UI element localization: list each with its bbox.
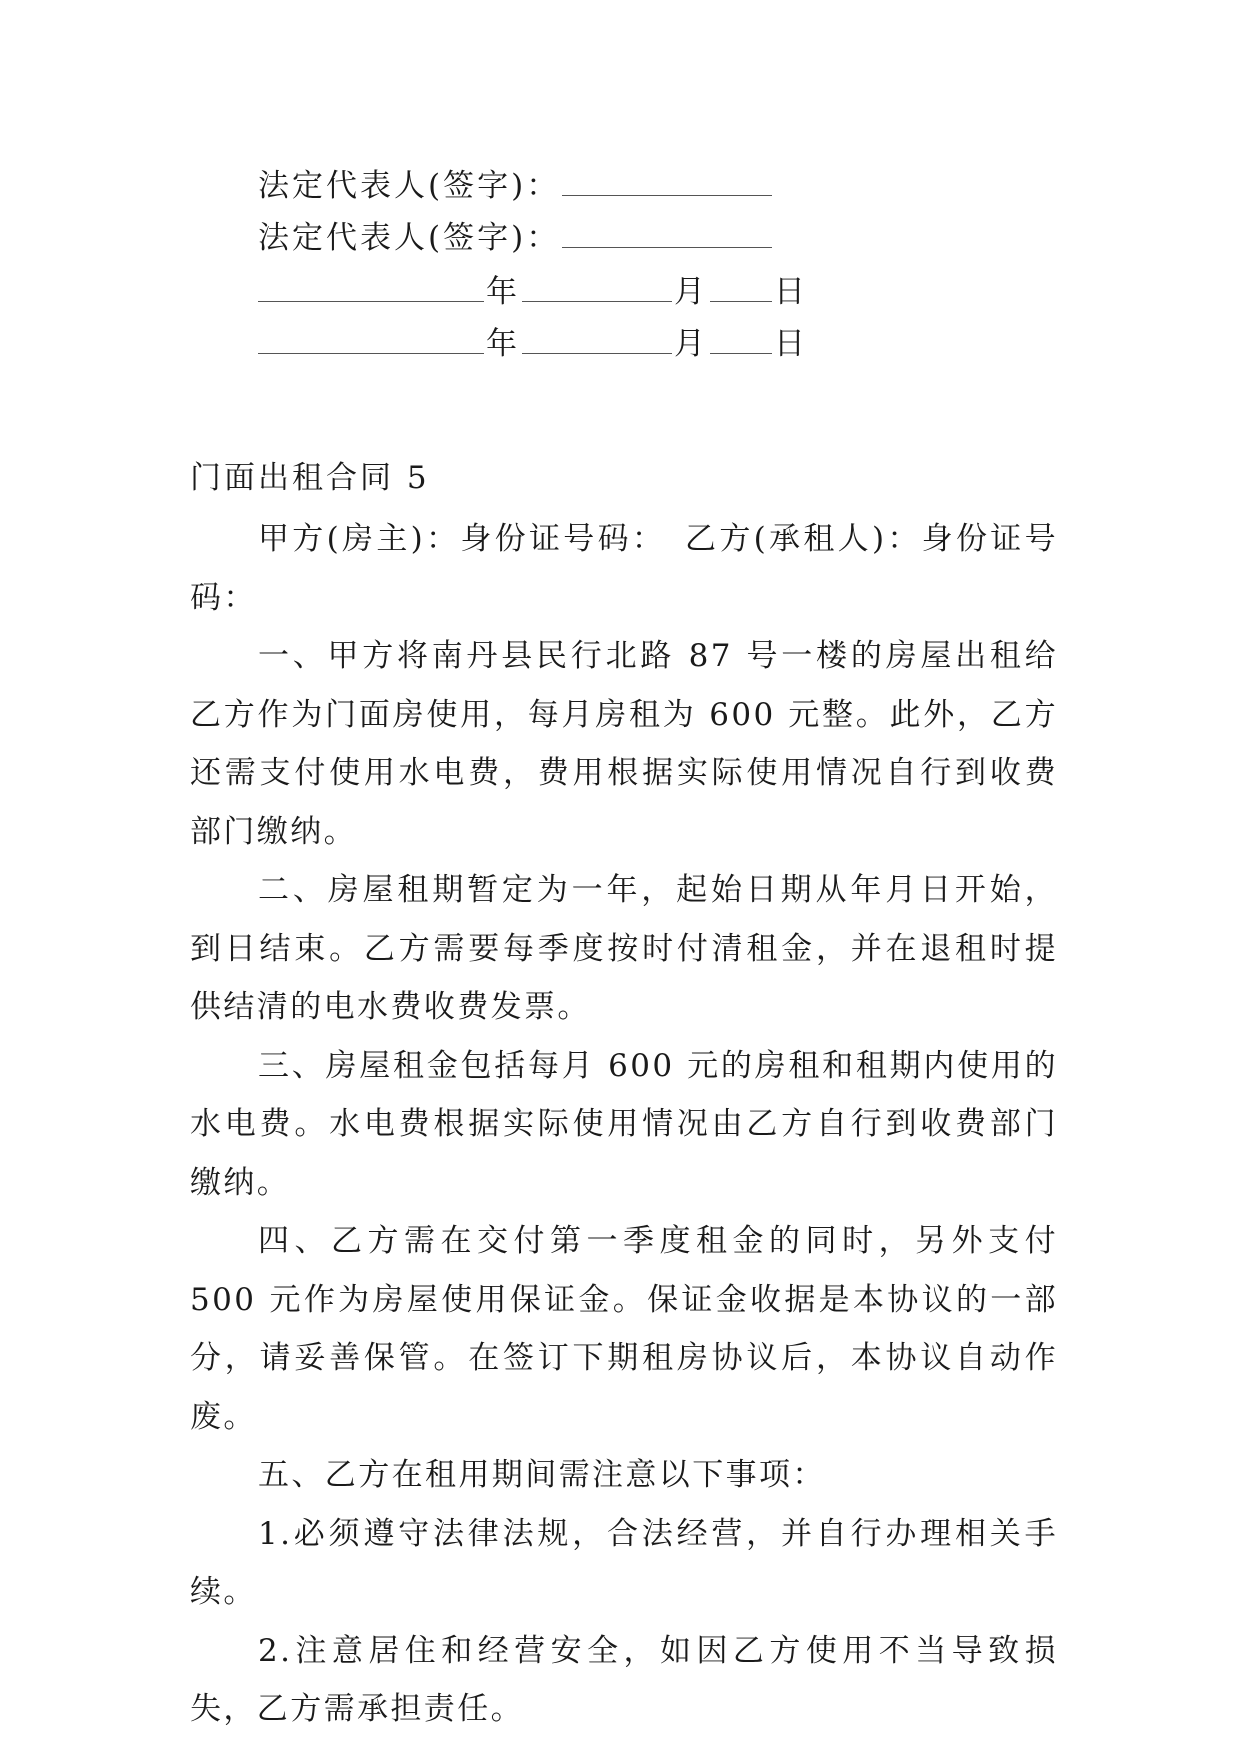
month-label: 月	[674, 274, 708, 310]
year-label: 年	[486, 326, 520, 362]
list-item: 2.注意居住和经营安全，如因乙方使用不当导致损失，乙方需承担责任。	[190, 1632, 1058, 1727]
day-label: 日	[774, 274, 808, 310]
clause-paragraph: 五、乙方在租用期间需注意以下事项：	[258, 1457, 826, 1493]
contract-title: 门面出租合同 5	[190, 460, 430, 496]
day-blank	[710, 275, 772, 302]
day-label: 日	[774, 326, 808, 362]
representative-signature-label: 法定代表人(签字)：	[258, 220, 561, 256]
clause-paragraph: 一、甲方将南丹县民行北路 87 号一楼的房屋出租给乙方作为门面房使用，每月房租为 600 元整。此外，乙方还需支付使用水电费，费用根据实际使用情况自行到收费部门缴纳。	[190, 638, 1058, 850]
month-label: 月	[674, 326, 708, 362]
signature-line-2	[258, 218, 774, 258]
year-blank	[258, 275, 484, 302]
year-blank	[258, 327, 484, 354]
date-line-2	[258, 324, 808, 364]
clause-paragraph: 四、乙方需在交付第一季度租金的同时，另外支付 500 元作为房屋使用保证金。保证金收据是本协议的一部分，请妥善保管。在签订下期租房协议后，本协议自动作废。	[190, 1223, 1058, 1435]
representative-signature-label: 法定代表人(签字)：	[258, 168, 561, 204]
day-blank	[710, 327, 772, 354]
signature-blank	[562, 221, 772, 248]
year-label: 年	[486, 274, 520, 310]
signature-blank	[562, 169, 772, 196]
clause-paragraph: 三、房屋租金包括每月 600 元的房租和租期内使用的水电费。水电费根据实际使用情况由乙方自行到收费部门缴纳。	[190, 1047, 1058, 1201]
month-blank	[522, 275, 672, 302]
list-item: 1.必须遵守法律法规，合法经营，并自行办理相关手续。	[190, 1515, 1058, 1610]
contract-body	[190, 510, 1058, 1739]
parties-paragraph: 甲方(房主)：身份证号码： 乙方(承租人)：身份证号码：	[190, 521, 1058, 616]
month-blank	[522, 327, 672, 354]
clause-paragraph: 二、房屋租期暂定为一年，起始日期从年月日开始，到日结束。乙方需要每季度按时付清租金，并在退租时提供结清的电水费收费发票。	[190, 872, 1058, 1025]
date-line-1	[258, 272, 808, 312]
signature-line-1	[258, 166, 774, 206]
